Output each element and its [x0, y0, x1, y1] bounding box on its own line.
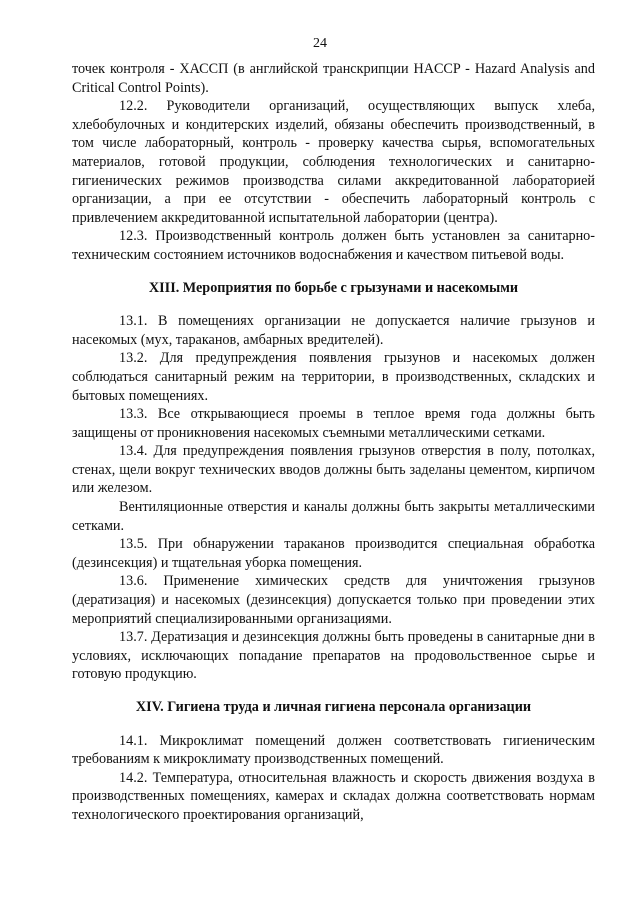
spacer — [72, 265, 595, 279]
paragraph-13-1: 13.1. В помещениях организации не допускается наличие грызунов и насекомых (мух, тараканов, амбарных вредителей). — [72, 313, 595, 348]
document-body — [72, 60, 595, 825]
paragraph-13-5: 13.5. При обнаружении тараканов производится специальная обработка (дезинсекция) и тщательная уборка помещения. — [72, 536, 595, 571]
paragraph-12-3: 12.3. Производственный контроль должен быть установлен за санитарно-техническим состоянием источников водоснабжения и качеством питьевой воды. — [72, 228, 595, 263]
spacer — [72, 684, 595, 698]
paragraph-13-4-ventilation: Вентиляционные отверстия и каналы должны быть закрыты металлическими сетками. — [72, 499, 595, 534]
section-heading-xiii: XIII. Мероприятия по борьбе с грызунами и насекомыми — [148, 279, 519, 296]
paragraph-13-4: 13.4. Для предупреждения появления грызунов отверстия в полу, потолках, стенах, щели вокруг технических вводов должны быть заделаны цементом, кирпичом или железом. — [72, 443, 595, 497]
paragraph-14-2: 14.2. Температура, относительная влажность и скорость движения воздуха в производственных помещениях, камерах и складах должна соответствовать нормам технологического проектирования организаций, — [72, 769, 595, 823]
paragraph-12-1-continued: точек контроля - ХАССП (в английской транскрипции HACCP - Hazard Analysis and Critical Control Points). — [72, 61, 595, 96]
paragraph-13-3: 13.3. Все открывающиеся проемы в теплое время года должны быть защищены от проникновения насекомых съемными металлическими сетками. — [72, 406, 595, 441]
paragraph-12-2: 12.2. Руководители организаций, осуществляющих выпуск хлеба, хлебобулочных и кондитерских изделий, обязаны обеспечить производственный, в том числе лабораторный, контроль - проверку качества сырья, вспомогательных материалов, готовой продукции, соблюдения технологических и санитарно-гигиенических режимов производства силами аккредитованной лабораторией организации, а при ее отсутствии - обеспечить лабораторный контроль с привлечением аккредитованной испытательной лаборатории (центра). — [72, 98, 595, 226]
paragraph-13-2: 13.2. Для предупреждения появления грызунов и насекомых должен соблюдаться санитарный режим на территории, в производственных, складских и бытовых помещениях. — [72, 350, 595, 404]
paragraph-13-7: 13.7. Дератизация и дезинсекция должны быть проведены в санитарные дни в условиях, исключающих попадание препаратов на продовольственное сырье и готовую продукцию. — [72, 629, 595, 683]
spacer — [72, 297, 595, 312]
paragraph-13-6: 13.6. Применение химических средств для уничтожения грызунов (дератизация) и насекомых (дезинсекция) допускается только при проведении этих мероприятий специализированными организациями. — [72, 573, 595, 627]
spacer — [72, 717, 595, 732]
paragraph-14-1: 14.1. Микроклимат помещений должен соответствовать гигиеническим требованиям к микроклимату производственных помещений. — [72, 732, 595, 768]
page-number: 24 — [313, 36, 327, 51]
section-heading-xiv: XIV. Гигиена труда и личная гигиена персонала организации — [135, 699, 532, 715]
